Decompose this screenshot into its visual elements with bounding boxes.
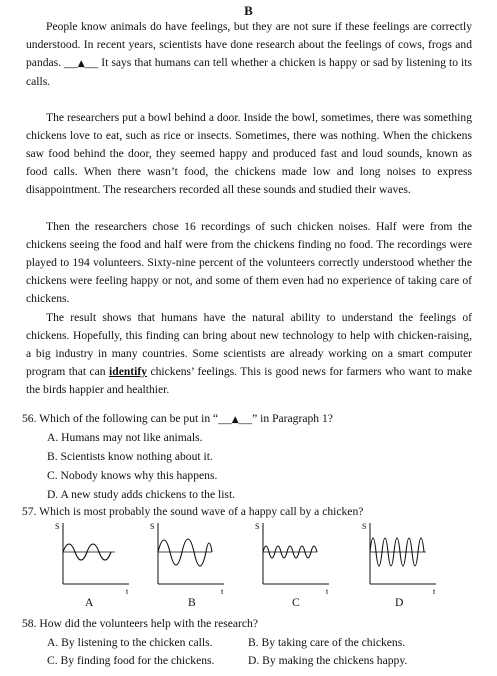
axis-y-label: S	[362, 522, 367, 531]
wave-label-c: C	[292, 596, 300, 609]
q58-option-c: C. By finding food for the chickens.	[47, 654, 215, 667]
wave-option-d	[362, 520, 442, 595]
q56-stem-end: ” in Paragraph 1?	[252, 412, 333, 425]
q56-option-d: D. A new study adds chickens to the list.	[47, 488, 236, 501]
paragraph-4	[26, 309, 472, 399]
axis-x-label: t	[433, 587, 436, 595]
wave-curve	[158, 539, 212, 566]
underlined-word: identify	[109, 365, 148, 379]
q56-option-c: C. Nobody knows why this happens.	[47, 469, 218, 482]
wave-label-b: B	[188, 596, 196, 609]
wave-label-a: A	[85, 596, 94, 609]
wave-option-b	[150, 520, 230, 595]
section-label: B	[244, 3, 253, 18]
wave-option-c	[255, 520, 335, 595]
blank-marker: ___▲___	[64, 59, 99, 70]
q56-option-b: B. Scientists know nothing about it.	[47, 450, 213, 463]
paragraph-1-text-end: It says that humans can tell whether a chicken is happy or sad by listening to its calls.	[26, 56, 472, 89]
axis-x-label: t	[126, 587, 129, 595]
q58-option-b: B. By taking care of the chickens.	[248, 636, 406, 649]
q58-option-a: A. By listening to the chicken calls.	[47, 636, 213, 649]
axis-x-label: t	[221, 587, 224, 595]
q58-option-d: D. By making the chickens happy.	[248, 654, 408, 667]
axis-y-label: S	[255, 522, 260, 531]
question-58-stem: 58. How did the volunteers help with the research?	[22, 617, 258, 630]
paragraph-2: The researchers put a bowl behind a door. Inside the bowl, sometimes, there was something chickens love to eat, such as rice or insects. Sometimes, there was nothing. When the chickens saw food behind the door, they seemed happy and produced fast and loud sounds, known as food calls. When there wasn’t food, the chickens made low and long noises to express disappointment. The researchers recorded all these sounds and studied their waves.	[26, 111, 472, 197]
q56-blank-marker: ___▲___	[218, 415, 253, 425]
paragraph-1-text-start: People know animals do have feelings, but they are not sure if these feelings are correctly understood. In recent years, scientists have done research about the feelings of cows, frogs and pandas.	[26, 20, 472, 70]
wave-option-a	[55, 520, 135, 595]
axis-y-label: S	[150, 522, 155, 531]
axis-x-label: t	[326, 587, 329, 595]
paragraph-4-text-start: The result shows that humans have the natural ability to understand the feelings of chickens. Hopefully, this finding can bring about new technology to help with chicken-raising, a big industry in many countries. Some scientists are already working on a smart computer program that can	[26, 311, 472, 379]
q56-option-a: A. Humans may not like animals.	[47, 431, 203, 444]
axis-y-label: S	[55, 522, 60, 531]
question-57-stem: 57. Which is most probably the sound wave of a happy call by a chicken?	[22, 505, 364, 518]
q56-stem-start: 56. Which of the following can be put in “	[22, 412, 219, 425]
wave-label-d: D	[395, 596, 404, 609]
paragraph-4-text-end: chickens’ feelings. This is good news for farmers who want to make the birds happier and healthier.	[26, 365, 472, 397]
paragraph-1	[26, 18, 472, 91]
question-56-stem	[22, 410, 333, 429]
paragraph-3: Then the researchers chose 16 recordings of such chicken noises. Half were from the chickens seeing the food and half were from the chickens finding no food. The recordings were played to 194 volunteers. Sixty-nine percent of the volunteers correctly understood whether the chickens were feeling happy or not, and some of them even had no experience of taking care of chickens.	[26, 220, 472, 306]
